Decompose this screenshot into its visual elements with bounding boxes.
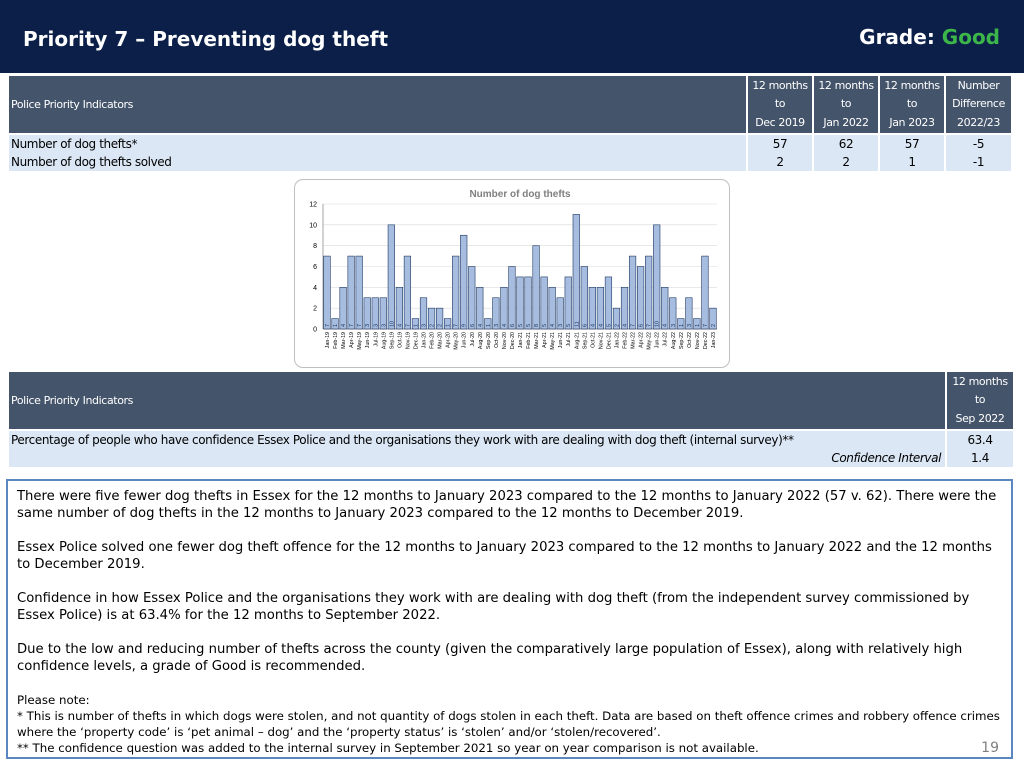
x-tick-label: Sep-22	[678, 332, 685, 350]
x-tick-label: Aug-21	[574, 332, 581, 350]
x-tick-label: Jun-22	[654, 332, 661, 349]
chart-bar	[533, 246, 540, 329]
row-label: Percentage of people who have confidence Essex Police and the organisations they work with are dealing with dog theft (internal survey)**	[9, 429, 945, 448]
cell-value: 2	[748, 152, 812, 171]
data-label: 7	[357, 323, 364, 327]
data-label: 3	[670, 323, 677, 327]
data-label: 10	[389, 320, 396, 327]
chart-bar	[661, 287, 668, 329]
cell-value: -5	[946, 133, 1011, 152]
chart-bar	[509, 267, 516, 330]
data-label: 4	[590, 323, 597, 327]
column-header-sep-2022: 12 months to Sep 2022	[947, 372, 1013, 429]
data-label: 11	[574, 321, 581, 327]
x-tick-label: Jan-20	[421, 332, 428, 349]
chart-title: Number of dog thefts	[469, 189, 571, 200]
y-tick-label: 2	[313, 305, 317, 313]
column-header-jan-2023: 12 months to Jan 2023	[880, 76, 944, 133]
page-title: Priority 7 – Preventing dog theft	[23, 27, 389, 51]
chart-bar	[597, 287, 604, 329]
cell-value: 57	[880, 133, 944, 152]
data-label: 6	[509, 323, 516, 327]
row-label: Confidence Interval	[9, 448, 945, 467]
chart-bar	[645, 256, 652, 329]
data-label: 4	[622, 323, 629, 327]
cell-value: 1.4	[947, 448, 1013, 467]
cell-value: 1	[880, 152, 944, 171]
y-tick-label: 10	[309, 222, 317, 230]
cell-value: 57	[748, 133, 812, 152]
chart-bar	[605, 277, 612, 329]
data-label: 6	[638, 323, 645, 327]
commentary-paragraph: Essex Police solved one fewer dog theft offence for the 12 months to January 2023 compared to the 12 months to January 2022 and the 12 months to December 2019.	[17, 540, 992, 572]
y-tick-label: 6	[313, 264, 317, 271]
x-tick-label: Oct-21	[590, 332, 597, 348]
chart-bar	[565, 277, 572, 329]
chart-bar	[388, 225, 395, 329]
data-label: 1	[678, 323, 685, 327]
column-header-jan-2022: 12 months to Jan 2022	[814, 76, 878, 133]
x-tick-label: Apr-21	[542, 332, 549, 348]
table-header-label: Police Priority Indicators	[9, 372, 945, 429]
data-label: 3	[365, 323, 372, 327]
chart-bar	[517, 277, 524, 329]
x-tick-label: Apr-19	[349, 332, 356, 348]
chart-bar	[324, 256, 331, 329]
cell-value: 63.4	[947, 429, 1013, 448]
table-row	[9, 448, 1013, 467]
chart-bar	[525, 277, 532, 329]
x-tick-label: Aug-19	[381, 332, 388, 350]
dog-thefts-chart	[294, 179, 730, 368]
chart-bar	[404, 256, 411, 329]
chart-bar	[452, 256, 459, 329]
x-tick-label: Oct-20	[493, 332, 500, 348]
y-tick-label: 4	[313, 284, 317, 292]
commentary-box	[6, 479, 1013, 759]
chart-bar	[589, 287, 596, 329]
column-header-difference: Number Difference 2022/23	[946, 76, 1011, 133]
chart-bar	[702, 256, 709, 329]
data-label: 7	[646, 323, 653, 327]
data-label: 5	[566, 323, 573, 327]
data-label: 6	[582, 323, 589, 327]
x-tick-label: Mar-21	[534, 332, 541, 349]
chart-bar	[348, 256, 355, 329]
x-tick-label: Jan-21	[518, 332, 524, 349]
data-label: 4	[397, 323, 404, 327]
data-label: 3	[421, 323, 428, 327]
x-tick-label: Sep-21	[582, 332, 589, 350]
data-label: 8	[534, 323, 541, 327]
data-label: 7	[405, 323, 412, 327]
data-label: 3	[381, 323, 388, 327]
table-header-label: Police Priority Indicators	[9, 76, 746, 133]
data-label: 4	[662, 323, 669, 327]
data-label: 7	[453, 323, 460, 327]
chart-bar	[541, 277, 548, 329]
x-tick-label: Jun-20	[461, 332, 468, 349]
x-tick-label: Jan-19	[325, 332, 332, 349]
x-tick-label: Jul-19	[373, 332, 380, 347]
data-label: 1	[694, 323, 701, 327]
chart-bar	[356, 256, 363, 329]
indicator-table-confidence	[7, 372, 1015, 467]
chart-bar	[468, 267, 475, 330]
cell-value: 62	[814, 133, 878, 152]
data-label: 4	[341, 323, 348, 327]
data-label: 6	[469, 323, 476, 327]
x-tick-label: May-22	[646, 332, 653, 350]
indicator-table-thefts	[7, 76, 1013, 171]
data-label: 5	[542, 323, 549, 327]
note-heading: Please note:	[17, 693, 90, 707]
x-tick-label: Aug-22	[670, 332, 677, 350]
chart-bar	[549, 287, 556, 329]
chart-bar	[460, 235, 467, 329]
x-tick-label: May-20	[453, 332, 460, 350]
x-tick-label: Dec-22	[702, 332, 709, 350]
x-tick-label: Jan-22	[614, 332, 621, 349]
data-label: 5	[526, 323, 533, 327]
data-label: 7	[630, 323, 637, 327]
data-label: 1	[445, 323, 452, 327]
x-tick-label: Dec-21	[606, 332, 613, 350]
page-number: 19	[981, 740, 999, 756]
data-label: 3	[686, 323, 693, 327]
x-tick-label: Apr-22	[638, 332, 645, 348]
note-item: * This is number of thefts in which dogs were stolen, and not quantity of dogs stolen in each theft. Data are based on theft offence crimes and robbery offence crimes where the ‘property code’ is ‘pet animal – dog’ and the ‘property status’ is ‘stolen’ and/or ‘stolen/recovered’.	[17, 709, 1000, 739]
y-tick-label: 0	[313, 326, 317, 334]
x-tick-label: Sep-20	[485, 332, 492, 350]
chart-bar	[573, 214, 580, 329]
row-label: Number of dog thefts*	[9, 133, 746, 152]
data-label: 2	[429, 323, 436, 327]
x-tick-label: Sep-19	[389, 332, 396, 350]
column-header-dec-2019: 12 months to Dec 2019	[748, 76, 812, 133]
x-tick-label: Dec-19	[413, 332, 420, 350]
chart-canvas	[295, 180, 731, 369]
x-tick-label: Jan-23	[710, 332, 717, 349]
table-row	[9, 429, 1013, 448]
chart-bar	[653, 225, 660, 329]
commentary-paragraph: Due to the low and reducing number of thefts across the county (given the comparatively large population of Essex), along with relatively high confidence levels, a grade of Good is recommended.	[17, 642, 963, 674]
x-tick-label: Nov-22	[694, 332, 701, 350]
x-tick-label: May-21	[550, 332, 557, 350]
data-label: 2	[710, 323, 717, 327]
chart-bar	[340, 287, 347, 329]
data-label: 1	[333, 323, 340, 327]
x-tick-label: Feb-20	[429, 332, 436, 349]
x-tick-label: Dec-20	[509, 332, 516, 350]
x-tick-label: Mar-19	[341, 332, 348, 349]
grade-value: Good	[941, 25, 1000, 49]
cell-value: 2	[814, 152, 878, 171]
x-tick-label: Nov-20	[501, 332, 508, 350]
commentary-paragraph: Confidence in how Essex Police and the organisations they work with are dealing with dog theft (from the independent survey commissioned by Essex Police) is at 63.4% for the 12 months to September 2022.	[17, 591, 970, 623]
x-tick-label: Nov-19	[405, 332, 412, 350]
chart-bar	[581, 267, 588, 330]
data-label: 1	[485, 323, 492, 327]
x-tick-label: Jun-21	[558, 332, 565, 349]
x-tick-label: Oct-22	[686, 332, 693, 348]
y-tick-label: 12	[309, 201, 317, 209]
commentary-paragraph: There were five fewer dog thefts in Essex for the 12 months to January 2023 compared to the 12 months to January 2022 (57 v. 62). There were the same number of dog thefts in the 12 months to January 2023 compared to the 12 months to December 2019.	[17, 489, 997, 521]
data-label: 4	[477, 323, 484, 327]
x-tick-label: Oct-19	[397, 332, 404, 348]
data-label: 2	[437, 323, 444, 327]
grade-label: Grade:	[859, 25, 935, 49]
data-label: 4	[598, 323, 605, 327]
data-label: 2	[614, 323, 621, 327]
x-tick-label: May-19	[357, 332, 364, 350]
x-tick-label: Feb-22	[622, 332, 629, 349]
cell-value: -1	[946, 152, 1011, 171]
x-tick-label: Aug-20	[477, 332, 484, 350]
x-tick-label: Apr-20	[445, 332, 452, 348]
data-label: 5	[606, 323, 613, 327]
x-tick-label: Mar-20	[437, 332, 444, 349]
data-label: 7	[325, 323, 332, 327]
data-label: 7	[349, 323, 356, 327]
x-tick-label: Mar-22	[630, 332, 637, 349]
page-header	[0, 0, 1024, 73]
chart-bar	[621, 287, 628, 329]
x-tick-label: Jun-19	[365, 332, 372, 349]
table-row	[9, 152, 1011, 171]
data-label: 5	[518, 323, 524, 327]
data-label: 4	[501, 323, 508, 327]
data-label: 1	[413, 323, 420, 327]
x-tick-label: Feb-19	[333, 332, 340, 349]
grade-indicator	[859, 25, 1000, 49]
chart-bar	[637, 267, 644, 330]
x-tick-label: Jul-21	[566, 332, 573, 347]
data-label: 3	[493, 323, 500, 327]
row-label: Number of dog thefts solved	[9, 152, 746, 171]
data-label: 3	[373, 323, 380, 327]
x-tick-label: Feb-21	[526, 332, 533, 349]
data-label: 3	[558, 323, 565, 327]
data-label: 4	[550, 323, 557, 327]
chart-bar	[501, 287, 508, 329]
table-row	[9, 133, 1011, 152]
chart-bar	[629, 256, 636, 329]
x-tick-label: Nov-21	[598, 332, 605, 350]
x-tick-label: Jul-20	[469, 332, 476, 347]
y-tick-label: 8	[313, 243, 317, 251]
chart-bar	[396, 287, 403, 329]
data-label: 7	[702, 323, 709, 327]
chart-bar	[476, 287, 483, 329]
x-tick-label: Jul-22	[662, 332, 669, 347]
note-item: ** The confidence question was added to the internal survey in September 2021 so year on year comparison is not available.	[17, 741, 759, 755]
data-label: 9	[461, 323, 468, 327]
data-label: 10	[654, 320, 661, 327]
